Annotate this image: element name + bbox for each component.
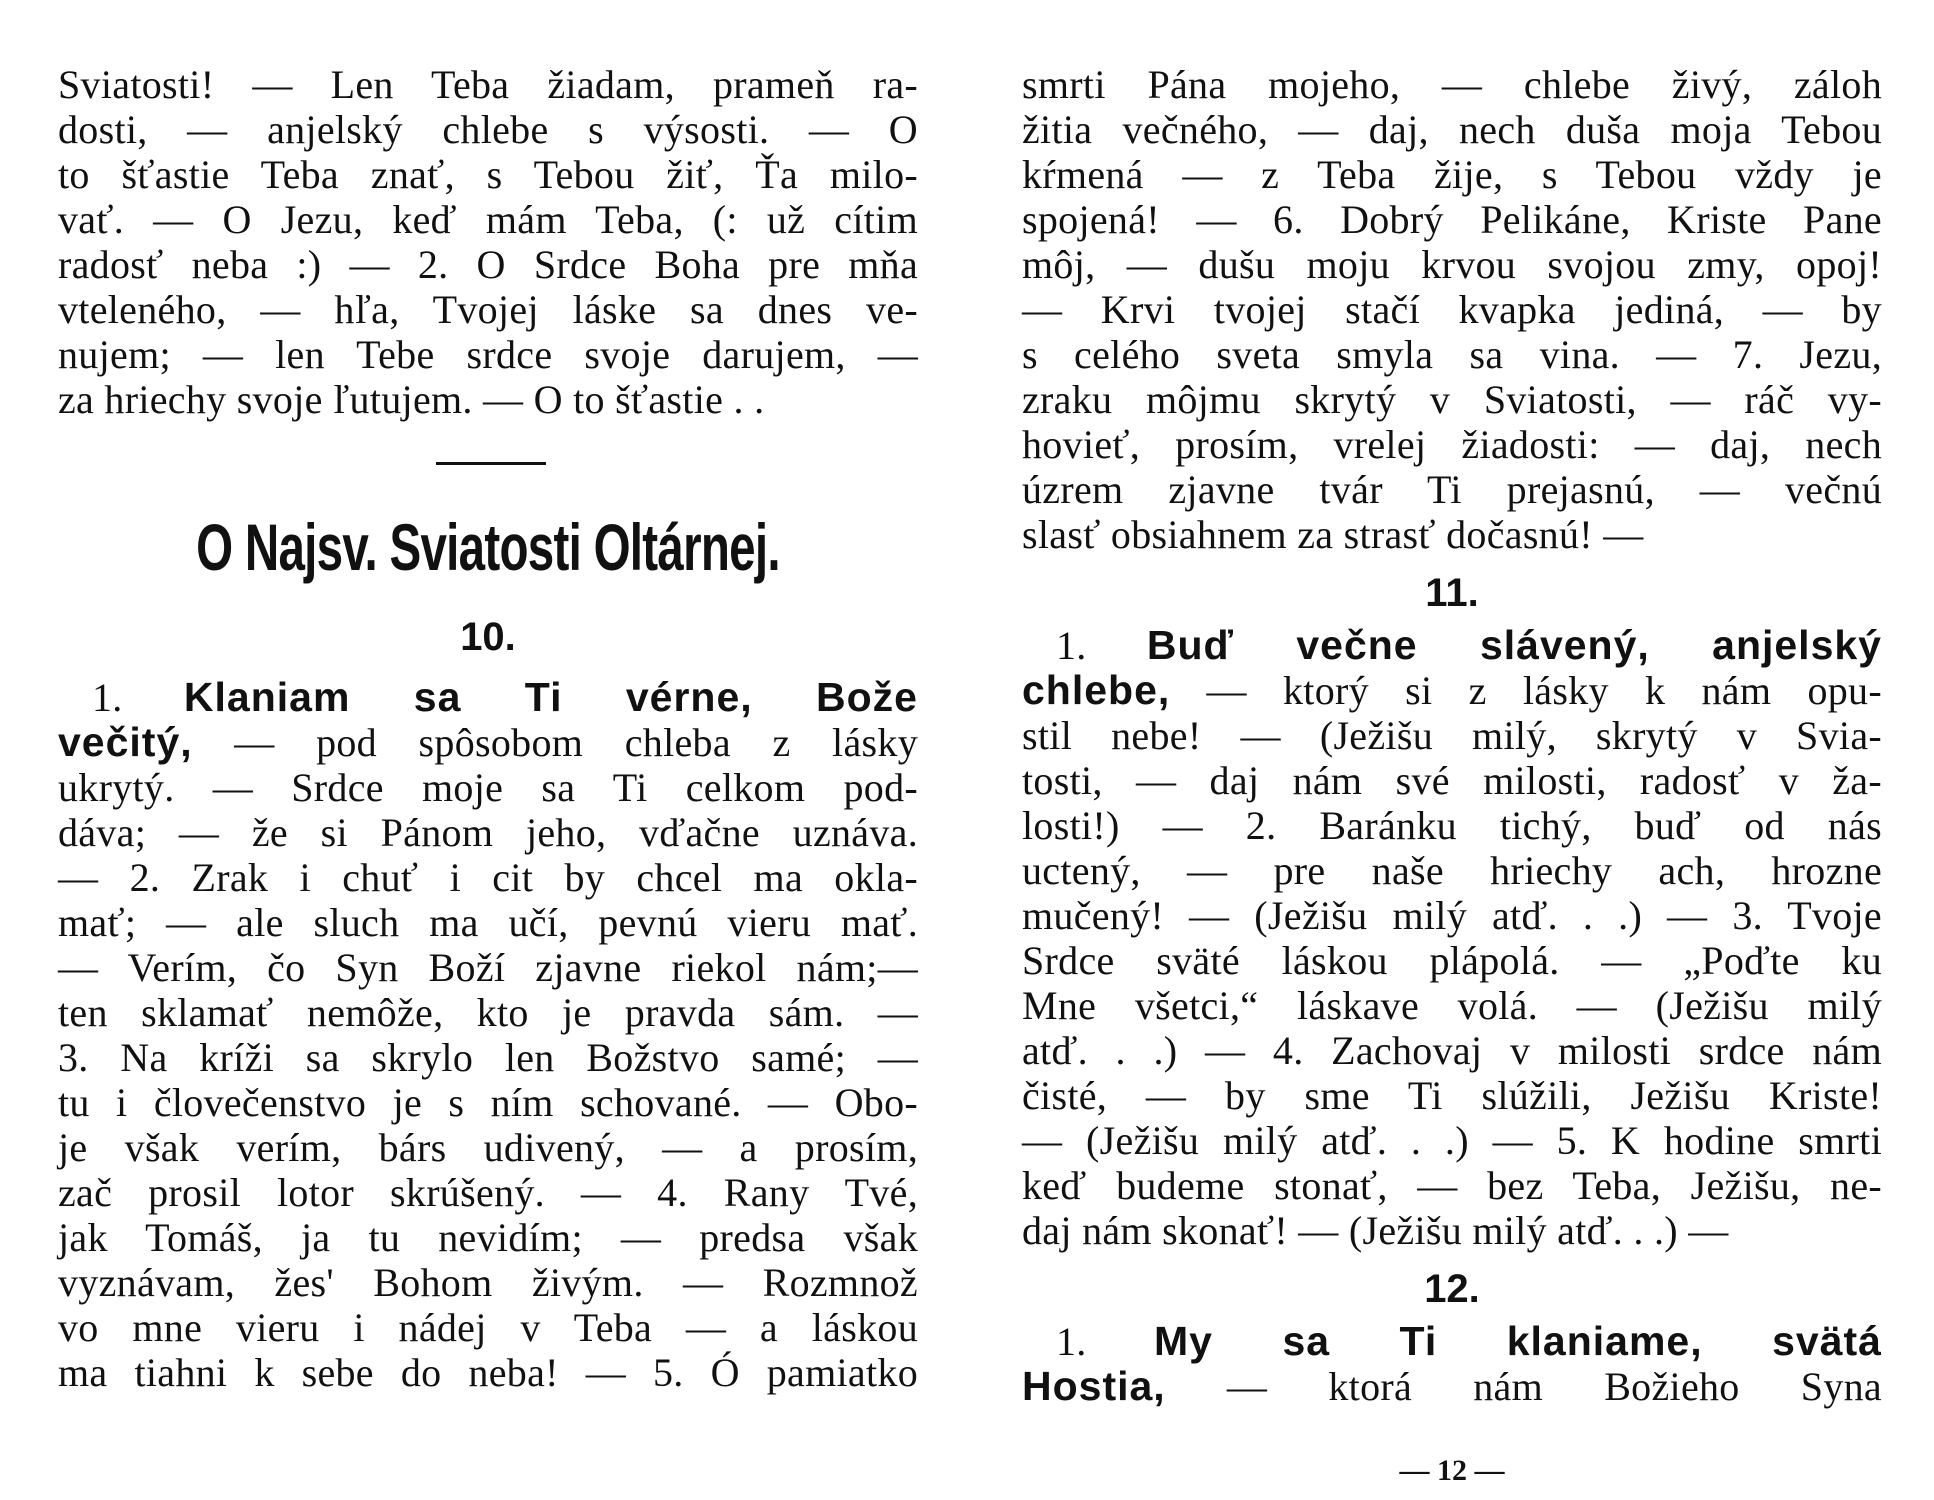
text-line: hovieť, prosím, vrelej žiadosti: — daj, nech — [1022, 422, 1882, 467]
section-title: O Najsv. Sviatosti Oltárnej. — [196, 510, 780, 584]
text-line: s celého sveta smyla sa vina. — 7. Jezu, — [1022, 332, 1882, 377]
text-line: jak Tomáš, ja tu nevidím; — predsa však — [58, 1215, 918, 1260]
text-run: — ktorá nám Božieho Syna — [1226, 1364, 1882, 1409]
text-line: — (Ježišu milý atď. . .) — 5. K hodine smrti — [1022, 1118, 1882, 1163]
hymn-second-line — [58, 720, 918, 765]
text-line: čisté, — by sme Ti slúžili, Ježišu Kriste! — [1022, 1073, 1882, 1118]
hymn-first-line — [1022, 623, 1882, 668]
text-line: mučený! — (Ježišu milý atď. . .) — 3. Tvoje — [1022, 893, 1882, 938]
text-line: — 2. Zrak i chuť i cit by chcel ma okla- — [58, 855, 918, 900]
hymn-number: 12. — [1424, 1267, 1480, 1311]
hymn-number: 11. — [1425, 571, 1479, 615]
text-line: stil nebe! — (Ježišu milý, skrytý v Svia- — [1022, 713, 1882, 758]
text-line: ukrytý. — Srdce moje sa Ti celkom pod- — [58, 765, 918, 810]
verse-number: 1. — [1056, 623, 1087, 668]
hymn-incipit: Klaniam sa Ti vérne, Bože — [183, 674, 918, 720]
text-line: Sviatosti! — Len Teba žiadam, prameň ra- — [58, 62, 918, 107]
text-line: je však verím, bárs udivený, — a prosím, — [58, 1125, 918, 1170]
hymn-incipit-end: Hostia, — [1022, 1363, 1166, 1409]
text-line: ten sklamať nemôže, kto je pravda sám. — — [58, 990, 918, 1035]
text-line: vo mne vieru i nádej v Teba — a láskou — [58, 1305, 918, 1350]
text-line: žitia večného, — daj, nech duša moja Tebou — [1022, 107, 1882, 152]
text-line: úzrem zjavne tvár Ti prejasnú, — večnú — [1022, 467, 1882, 512]
text-line: atď. . .) — 4. Zachovaj v milosti srdce nám — [1022, 1028, 1882, 1073]
text-line: zraku môjmu skrytý v Sviatosti, — ráč vy- — [1022, 377, 1882, 422]
text-line: keď budeme stonať, — bez Teba, Ježišu, ne- — [1022, 1163, 1882, 1208]
text-line: losti!) — 2. Baránku tichý, buď od nás — [1022, 803, 1882, 848]
text-line: za hriechy svoje ľutujem. — O to šťastie . . — [58, 377, 765, 422]
text-line: tu i človečenstvo je s ním schované. — Obo- — [58, 1080, 918, 1125]
text-line: dáva; — že si Pánom jeho, vďačne uznáva. — [58, 810, 918, 855]
text-line: Mne všetci,“ láskave volá. — (Ježišu milý — [1022, 983, 1882, 1028]
hymn-second-line — [1022, 1364, 1882, 1409]
text-line: spojená! — 6. Dobrý Pelikáne, Kriste Pane — [1022, 197, 1882, 242]
hymn-incipit: My sa Ti klaniame, svätá — [1154, 1318, 1882, 1364]
hymn-first-line — [58, 675, 918, 720]
hymn-incipit-end: chlebe, — [1022, 667, 1171, 713]
hymn-incipit: Buď večne slávený, anjelský — [1146, 622, 1882, 668]
right-column — [1022, 0, 1882, 1409]
text-line: mať; — ale sluch ma učí, pevnú vieru mať. — [58, 900, 918, 945]
text-line: — Krvi tvojej stačí kvapka jediná, — by — [1022, 287, 1882, 332]
hymn-first-line — [1022, 1319, 1882, 1364]
text-line: to šťastie Teba znať, s Tebou žiť, Ťa milo- — [58, 152, 918, 197]
text-line: 3. Na kríži sa skrylo len Božstvo samé; — — [58, 1035, 918, 1080]
text-line: zač prosil lotor skrúšený. — 4. Rany Tvé, — [58, 1170, 918, 1215]
hymn-second-line — [1022, 668, 1882, 713]
hymn-incipit-end: večitý, — [58, 719, 193, 765]
text-run: — pod spôsobom chleba z lásky — [234, 720, 918, 765]
text-line: dosti, — anjelský chlebe s výsosti. — O — [58, 107, 918, 152]
text-line: tosti, — daj nám své milosti, radosť v ža- — [1022, 758, 1882, 803]
text-line: daj nám skonať! — (Ježišu milý atď. . .) — — [1022, 1208, 1729, 1253]
text-line: kŕmená — z Teba žije, s Tebou vždy je — [1022, 152, 1882, 197]
text-line: smrti Pána mojeho, — chlebe živý, záloh — [1022, 62, 1882, 107]
verse-number: 1. — [1056, 1319, 1087, 1364]
text-line: radosť neba :) — 2. O Srdce Boha pre mňa — [58, 242, 918, 287]
page-number: — 12 — — [1399, 1454, 1505, 1487]
text-line: vteleného, — hľa, Tvojej láske sa dnes ve- — [58, 287, 918, 332]
text-line: ma tiahni k sebe do neba! — 5. Ó pamiatko — [58, 1350, 918, 1395]
text-line: — Verím, čo Syn Boží zjavne riekol nám;— — [58, 945, 918, 990]
text-line: uctený, — pre naše hriechy ach, hrozne — [1022, 848, 1882, 893]
text-line: slasť obsiahnem za strasť dočasnú! — — [1022, 512, 1644, 557]
text-line: Srdce sväté láskou plápolá. — „Poďte ku — [1022, 938, 1882, 983]
hymn-number: 10. — [460, 615, 516, 659]
text-line: vať. — O Jezu, keď mám Teba, (: už cítim — [58, 197, 918, 242]
left-column — [58, 0, 918, 1395]
text-line: nujem; — len Tebe srdce svoje darujem, — — [58, 332, 918, 377]
text-line: vyznávam, žes' Bohom živým. — Rozmnož — [58, 1260, 918, 1305]
verse-number: 1. — [92, 675, 123, 720]
text-run: — ktorý si z lásky k nám opu- — [1206, 668, 1882, 713]
text-line: môj, — dušu moju krvou svojou zmy, opoj! — [1022, 242, 1882, 287]
